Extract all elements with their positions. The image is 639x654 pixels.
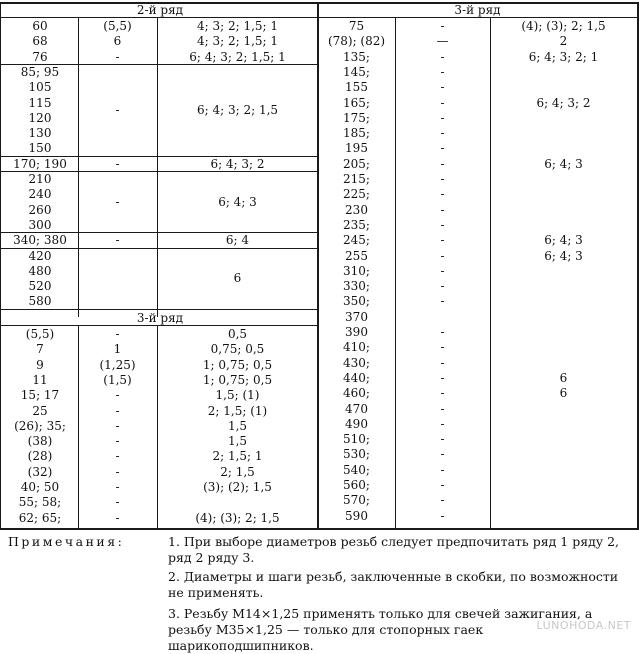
coarse-pitch-cell: - [115,233,120,248]
diameter-cell: 185; [343,126,370,141]
diameter-cell: 240 [28,187,52,202]
coarse-pitch-cell: - [440,172,445,186]
coarse-pitch-cell: - [440,217,445,232]
coarse-pitch-cell: 1 [113,342,122,357]
note-3: 3. Резьбу М14×1,25 применять только для свечей зажигания, а резьбу М35×1,25 — только для стопорных гаек шарикоподшипников. [168,606,593,653]
coarse-pitch-cell: - [440,80,445,95]
right-col-line-2 [490,17,491,528]
diameter-cell: 480 [28,263,52,278]
diameter-cell: 205; [343,156,370,171]
fine-pitch-cell: 6 [559,370,568,385]
left-bottom-row-title: 3-й ряд [136,310,184,325]
diameter-cell: 135; [343,49,370,64]
coarse-pitch-cell: - [440,110,445,125]
coarse-pitch-cell: (1,25) [99,357,136,372]
coarse-pitch-cell: - [440,370,445,385]
coarse-pitch-cell: - [440,141,445,156]
fine-pitch-cell: 0,5 [227,327,248,341]
fine-pitch-cell: 1; 0,75; 0,5 [202,357,273,372]
note-1: 1. При выборе диаметров резьб следует предпочитать ряд 1 ряду 2, ряд 2 ряду 3. [168,534,620,565]
coarse-pitch-cell: - [440,156,445,171]
coarse-pitch-cell: - [115,156,120,171]
diameter-cell: 520 [28,279,52,294]
diameter-cell: 40; 50 [20,480,60,494]
coarse-pitch-cell: - [115,388,120,403]
table-bottom-border [0,528,639,530]
diameter-cell: 510; [343,432,370,447]
fine-pitch-cell: 6 [233,271,242,286]
diameter-cell: 9 [36,357,44,372]
fine-pitch-cell: 1,5 [227,434,248,449]
coarse-pitch-cell: - [115,480,120,494]
diameter-cell: (26); 35; [14,418,66,433]
diameter-cell: 410; [343,340,370,355]
coarse-pitch-cell: - [440,340,445,355]
coarse-pitch-cell: (1,5) [103,372,132,387]
coarse-pitch-cell: - [115,403,120,418]
diameter-cell: 530; [343,447,370,462]
fine-pitch-cell: (3); (2); 1,5 [203,480,272,494]
coarse-pitch-cell: - [440,294,445,309]
coarse-pitch-cell: - [440,432,445,447]
diameter-cell: 75 [348,19,365,33]
coarse-pitch-cell: - [440,493,445,508]
fine-pitch-cell: 6; 4; 3; 2; 1,5 [196,103,279,118]
coarse-pitch-cell: - [440,447,445,462]
coarse-pitch-cell: - [115,434,120,449]
diameter-cell: 215; [343,172,370,186]
left-subsection-line [0,309,318,310]
coarse-pitch-cell: — [436,34,449,49]
coarse-pitch-cell: - [115,495,120,510]
fine-pitch-cell: 2; 1,5; (1) [207,403,268,418]
diameter-cell: 225; [343,187,370,202]
coarse-pitch-cell: - [440,187,445,202]
diameter-cell: 490 [345,416,368,431]
diameter-cell: 130 [28,126,52,141]
coarse-pitch-cell: - [440,416,445,431]
diameter-cell: 170; 190 [13,156,67,171]
fine-pitch-cell: 0,75; 0,5 [210,342,265,357]
left-header-line [0,17,318,18]
diameter-cell: 300 [28,217,52,232]
diameter-cell: 15; 17 [20,388,60,403]
diameter-cell: (78); (82) [327,34,386,49]
fine-pitch-cell: (4); (3); 2; 1,5 [195,510,280,525]
coarse-pitch-cell: - [115,327,120,341]
coarse-pitch-cell: - [440,508,445,523]
fine-pitch-cell: 2; 1,5; 1 [212,449,263,464]
diameter-cell: 115 [28,95,52,110]
diameter-cell: 175; [343,110,370,125]
fine-pitch-cell: 6; 4; 3 [218,194,257,209]
coarse-pitch-cell: 6 [113,34,122,49]
diameter-cell: 255 [345,248,368,263]
diameter-cell: 540; [343,462,370,477]
diameter-cell: 11 [32,372,48,387]
coarse-pitch-cell: - [115,49,120,64]
coarse-pitch-cell: - [440,386,445,401]
diameter-cell: 60 [32,19,48,33]
fine-pitch-cell: 6; 4; 3; 2 [536,95,591,110]
fine-pitch-cell: 6; 4; 3; 2 [210,156,265,171]
diameter-cell: 76 [32,49,48,64]
coarse-pitch-cell: - [440,233,445,248]
diameter-cell: 460; [343,386,370,401]
diameter-cell: 235; [343,217,370,232]
coarse-pitch-cell: - [440,401,445,416]
notes-label: Примечания: [8,534,125,549]
coarse-pitch-cell: - [440,325,445,339]
diameter-cell: 7 [36,342,44,357]
coarse-pitch-cell: (5,5) [103,19,132,33]
fine-pitch-cell: 6; 4; 3; 2; 1,5; 1 [189,49,286,64]
diameter-cell: 150 [28,141,52,156]
coarse-pitch-cell: - [440,202,445,217]
coarse-pitch-cell: - [115,449,120,464]
coarse-pitch-cell: - [115,418,120,433]
fine-pitch-cell: 4; 3; 2; 1,5; 1 [196,34,279,49]
coarse-pitch-cell: - [440,355,445,370]
diameter-cell: 560; [343,478,370,492]
fine-pitch-cell: 2 [559,34,568,49]
diameter-cell: 350; [343,294,370,309]
coarse-pitch-cell: - [440,64,445,79]
diameter-cell: 570; [343,493,370,508]
fine-pitch-cell: 6; 4 [225,233,250,248]
diameter-cell: 420 [28,248,52,263]
right-header-line [318,17,639,18]
coarse-pitch-cell: - [440,263,445,278]
diameter-cell: 470 [345,401,368,416]
left-border [0,2,1,530]
fine-pitch-cell: 6 [559,386,568,401]
coarse-pitch-cell: - [440,478,445,492]
diameter-cell: 440; [343,370,370,385]
diameter-cell: 260 [28,202,52,217]
diameter-cell: 590 [345,508,368,523]
coarse-pitch-cell: - [440,279,445,294]
diameter-cell: 155 [345,80,368,95]
diameter-cell: 165; [343,95,370,110]
coarse-pitch-cell: - [440,126,445,141]
fine-pitch-cell: 6; 4; 3; 2; 1 [528,49,599,64]
note-2: 2. Диаметры и шаги резьб, заключенные в скобки, по возможности не применять. [168,569,619,600]
diameter-cell: 120 [28,110,52,125]
fine-pitch-cell: 2; 1,5 [220,464,255,479]
diameter-cell: 430; [343,355,370,370]
diameter-cell: 25 [32,403,48,418]
diameter-cell: 55; 58; [18,495,62,510]
diameter-cell: (28) [27,449,53,464]
diameter-cell: (5,5) [25,327,55,341]
coarse-pitch-cell: - [440,95,445,110]
coarse-pitch-cell: - [115,194,120,209]
fine-pitch-cell: 1,5; (1) [215,388,260,403]
diameter-cell: 330; [343,279,370,294]
fine-pitch-cell: 6; 4; 3 [544,156,583,171]
diameter-cell: (32) [27,464,53,479]
diameter-cell: 340; 380 [13,233,67,248]
fine-pitch-cell: 4; 3; 2; 1,5; 1 [196,19,279,33]
diameter-cell: 370 [345,309,368,324]
diameter-cell: 310; [343,263,370,278]
fine-pitch-cell: (4); (3); 2; 1,5 [521,19,606,33]
coarse-pitch-cell: - [115,510,120,525]
diameter-cell: 145; [343,64,370,79]
diameter-cell: 580 [28,294,52,309]
diameter-cell: 390 [345,325,368,339]
coarse-pitch-cell: - [440,462,445,477]
diameter-cell: 62; 65; [18,510,62,525]
coarse-pitch-cell: - [440,49,445,64]
diameter-cell: 68 [32,34,48,49]
diameter-cell: 195 [345,141,368,156]
fine-pitch-cell: 6; 4; 3 [544,248,583,263]
diameter-cell: 85; 95 [20,64,60,79]
coarse-pitch-cell: - [440,248,445,263]
watermark: LUNOHODA.NET [536,619,631,632]
left-top-row-title: 2-й ряд [136,3,184,17]
diameter-cell: (38) [27,434,53,449]
coarse-pitch-cell: - [115,464,120,479]
diameter-cell: 105 [28,80,52,95]
coarse-pitch-cell: - [115,103,120,118]
fine-pitch-cell: 1,5 [227,418,248,433]
coarse-pitch-cell: - [440,19,445,33]
diameter-cell: 230 [345,202,368,217]
diameter-cell: 210 [28,172,52,186]
left-subsection-header-line [0,325,318,326]
diameter-cell: 245; [343,233,370,248]
fine-pitch-cell: 1; 0,75; 0,5 [202,372,273,387]
fine-pitch-cell: 6; 4; 3 [544,233,583,248]
right-row-title: 3-й ряд [454,3,501,17]
